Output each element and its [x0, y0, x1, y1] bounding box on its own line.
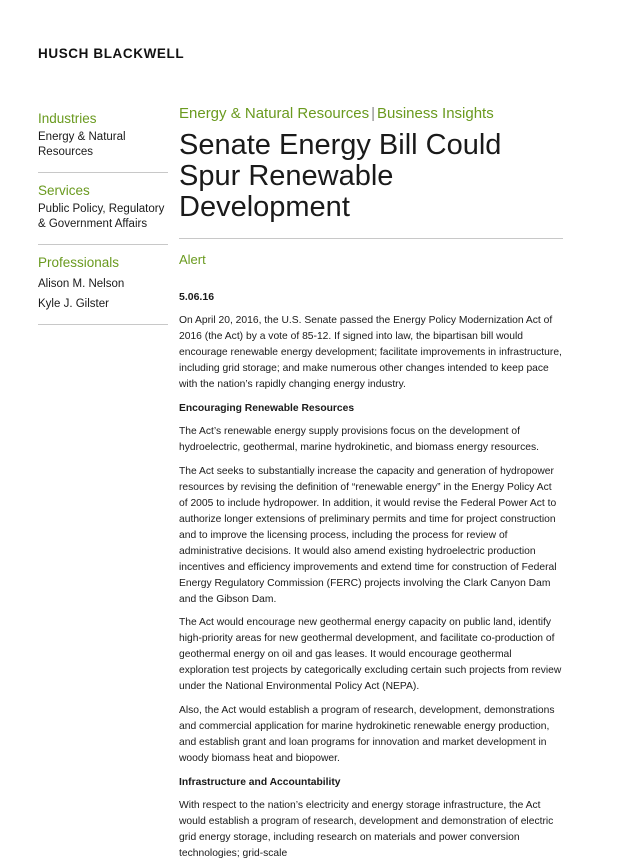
article-paragraph: Also, the Act would establish a program of research, development, demonstrations and commercial application for marine hydrokinetic renewable energy production, and establish grant and loan programs for innovation and market development in woody biomass heat and biopower.: [179, 704, 555, 764]
category-label: Energy & Natural Resources: [179, 105, 370, 122]
kicker-separator: |: [371, 105, 375, 122]
title-divider: [179, 238, 563, 239]
professionals-heading: Professionals: [38, 255, 120, 270]
insight-type-label: Business Insights: [377, 105, 494, 122]
article-paragraph: The Act’s renewable energy supply provisions focus on the development of hydroelectric, geothermal, marine hydrokinetic, and biomass energy resources.: [179, 426, 539, 454]
article-paragraph: The Act would encourage new geothermal energy capacity on public land, identify high-priority areas for new geothermal development, and facilitate co-production of geothermal energy on oil and gas leases. It would encourage geothermal exploration test projects by categorically excluding certain such projects from review under the National Environmental Policy Act (NEPA).: [179, 617, 562, 693]
article-paragraph: On April 20, 2016, the U.S. Senate passed the Energy Policy Modernization Act of 2016 (the Act) by a vote of 85-12. If signed into law, the bipartisan bill would encourage renewable energy development; facilitate improvements in infrastructure, including grid storage; and make numerous other changes intended to keep pace with the nation’s rapidly changing energy industry.: [179, 315, 562, 390]
industries-heading: Industries: [38, 111, 97, 126]
title-line-1: Senate Energy Bill Could: [179, 129, 502, 161]
article-paragraph: With respect to the nation’s electricity and energy storage infrastructure, the Act would establish a program of research, development and demonstration of electric grid energy storage, including research on materials and power conversion technologies; grid-scale: [179, 800, 554, 860]
article-paragraph: The Act seeks to substantially increase the capacity and generation of hydropower resources by revising the definition of “renewable energy” in the Energy Policy Act of 2005 to include hydropower. In addition, it would revise the Federal Power Act to authorize longer extensions of preliminary permits and time for project construction and to improve the licensing process, including the process for review of administrative decisions. It would also amend existing hydroelectric production incentives and efficiency improvements and extend time for construction of Federal Energy Regulatory Commission (FERC) projects involving the Clark Canyon Dam and the Gibson Dam.: [179, 466, 557, 605]
article-date: 5.06.16: [179, 291, 215, 303]
article-main: [179, 104, 563, 862]
alert-label: Alert: [179, 252, 206, 267]
title-line-3: Development: [179, 191, 350, 223]
section-heading: Infrastructure and Accountability: [179, 776, 341, 788]
industry-item[interactable]: [38, 130, 168, 160]
professional-name[interactable]: Alison M. Nelson: [38, 278, 125, 290]
services-heading: Services: [38, 183, 90, 198]
sidebar-divider: [38, 172, 168, 173]
sidebar: [38, 111, 168, 335]
sidebar-divider: [38, 244, 168, 245]
service-line-2: & Government Affairs: [38, 218, 148, 230]
professional-name[interactable]: Kyle J. Gilster: [38, 298, 109, 310]
sidebar-divider: [38, 324, 168, 325]
section-heading: Encouraging Renewable Resources: [179, 402, 355, 414]
service-line-1: Public Policy, Regulatory: [38, 203, 165, 215]
article-kicker: [179, 104, 563, 124]
title-line-2: Spur Renewable: [179, 160, 394, 192]
article-title: [179, 130, 563, 223]
service-item[interactable]: [38, 202, 168, 232]
industry-line-2: Resources: [38, 146, 93, 158]
firm-logo: HUSCH BLACKWELL: [38, 46, 185, 61]
industry-line-1: Energy & Natural: [38, 131, 126, 143]
